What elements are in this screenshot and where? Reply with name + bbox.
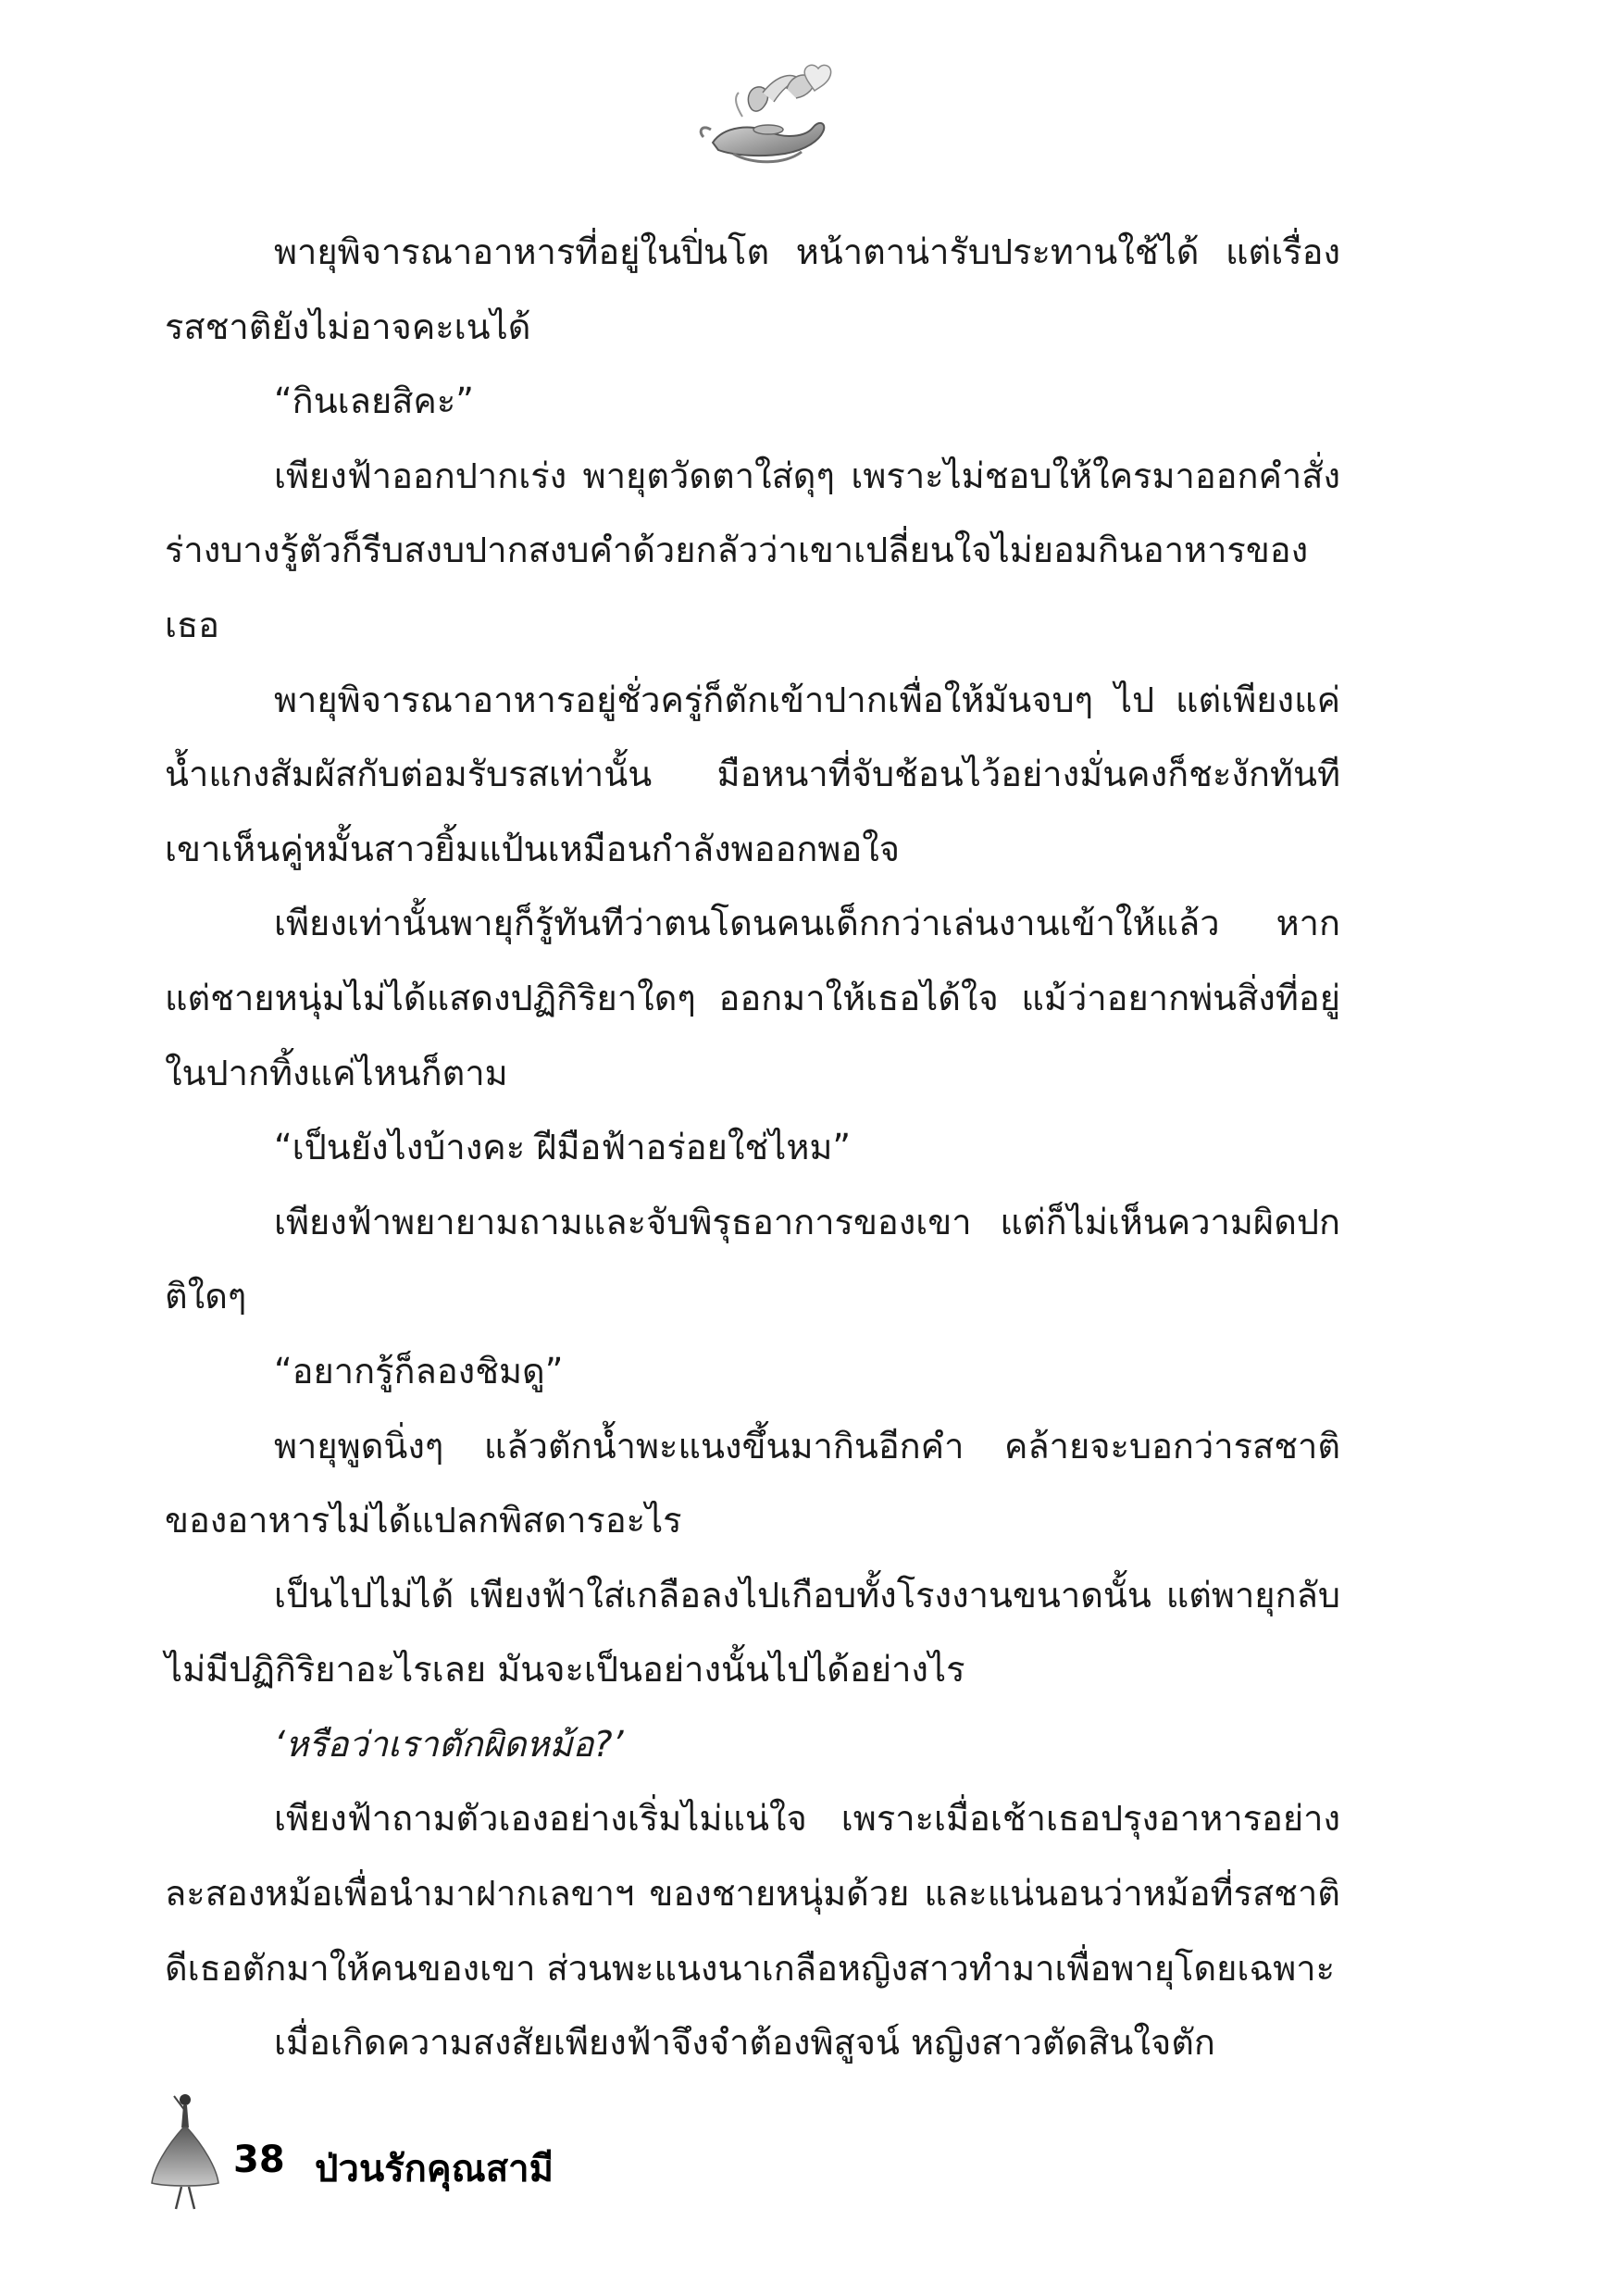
inner-thought-paragraph: ‘หรือว่าเราตักผิดหม้อ?’ [274,1723,624,1765]
paragraph: เมื่อเกิดความสงสัยเพียงฟ้าจึงจำต้องพิสูจน์ หญิงสาวตัดสินใจตัก [274,2022,1215,2064]
paragraph: เป็นไปไม่ได้ เพียงฟ้าใส่เกลือลงไปเกือบทั้งโรงงานขนาดนั้น แต่พายุกลับไม่มีปฏิกิริยาอะไรเลย มันจะเป็นอย่างนั้นไปได้อย่างไร [165,1574,1340,1691]
page-number: 38 [233,2139,285,2181]
paragraph: เพียงฟ้าถามตัวเองอย่างเริ่มไม่แน่ใจ เพราะเมื่อเช้าเธอปรุงอาหารอย่างละสองหม้อเพื่อนำมาฝากเลขาฯ ของชายหนุ่มด้วย และแน่นอนว่าหม้อที่รสชาติดีเธอตักมาให้คนของเขา ส่วนพะแนงนาเกลือหญิงสาวทำมาเพื่อพายุโดยเฉพาะ [165,1798,1340,1989]
dialogue-paragraph: “เป็นยังไงบ้างคะ ฝีมือฟ้าอร่อยใช่ไหม” [274,1127,852,1168]
paragraph: เพียงฟ้าพยายามถามและจับพิรุธอาการของเขา แต่ก็ไม่เห็นความผิดปกติใดๆ [165,1201,1340,1317]
chapter-body-text [165,215,1340,2080]
dialogue-paragraph: “กินเลยสิคะ” [274,381,474,422]
ballerina-icon [148,2090,222,2211]
paragraph: พายุพิจารณาอาหารที่อยู่ในปิ่นโต หน้าตาน่ารับประทานใช้ได้ แต่เรื่องรสชาติยังไม่อาจคะเนได้ [165,231,1340,347]
page-footer [148,2090,796,2211]
dialogue-paragraph: “อยากรู้ก็ลองชิมดู” [274,1350,564,1391]
paragraph: พายุพิจารณาอาหารอยู่ชั่วครู่ก็ตักเข้าปากเพื่อให้มันจบๆ ไป แต่เพียงแค่น้ำแกงสัมผัสกับต่อมรับรสเท่านั้น มือหนาที่จับช้อนไว้อย่างมั่นคงก็ชะงักทันที เขาเห็นคู่หมั้นสาวยิ้มแป้นเหมือนกำลังพออกพอใจ [165,679,1340,869]
paragraph: เพียงเท่านั้นพายุก็รู้ทันทีว่าตนโดนคนเด็กกว่าเล่นงานเข้าให้แล้ว หากแต่ชายหนุ่มไม่ได้แสดงปฏิกิริยาใดๆ ออกมาให้เธอได้ใจ แม้ว่าอยากพ่นสิ่งที่อยู่ในปากทิ้งแค่ไหนก็ตาม [165,903,1340,1093]
book-title: ป่วนรักคุณสามี [315,2148,554,2190]
paragraph: เพียงฟ้าออกปากเร่ง พายุตวัดตาใส่ดุๆ เพราะไม่ชอบให้ใครมาออกคำสั่ง ร่างบางรู้ตัวก็รีบสงบปากสงบคำด้วยกลัวว่าเขาเปลี่ยนใจไม่ยอมกินอาหารของเธอ [165,455,1340,645]
teapot-with-cherub-icon [696,52,835,172]
paragraph: พายุพูดนิ่งๆ แล้วตักน้ำพะแนงขึ้นมากินอีกคำ คล้ายจะบอกว่ารสชาติของอาหารไม่ได้แปลกพิสดารอะไร [165,1425,1340,1541]
